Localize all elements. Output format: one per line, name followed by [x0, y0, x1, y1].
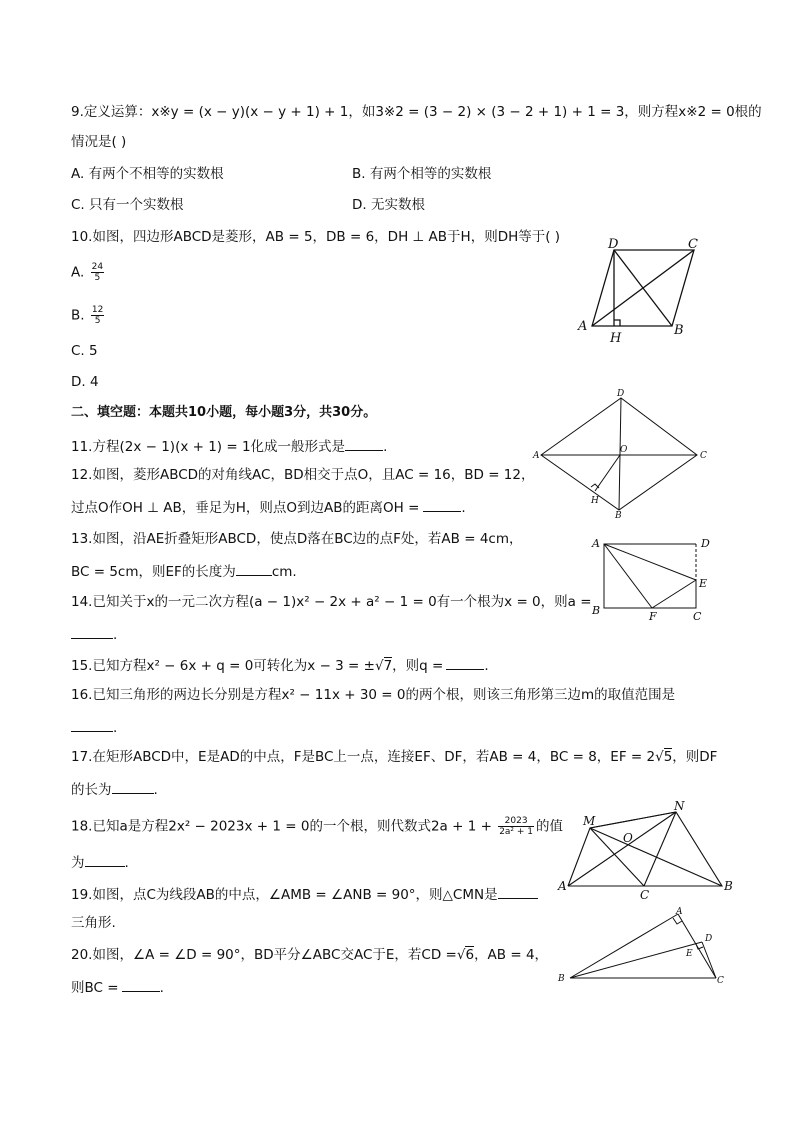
fig-label: H [610, 331, 622, 346]
q10-option-d: D. 4 [71, 374, 99, 390]
fig-label: A [592, 537, 600, 550]
q18-end: . [124, 855, 129, 871]
sqrt-radicand: 7 [383, 658, 393, 674]
q15-text1: 15.已知方程x² − 6x + q = 0可转化为x − 3 = ± [71, 658, 375, 674]
fig-label: E [699, 577, 708, 590]
q16-line1: 16.已知三角形的两边长分别是方程x² − 11x + 30 = 0的两个根，则该三角形第三边m的取值范围是 [71, 687, 676, 703]
answer-blank [423, 497, 461, 512]
q13-line1: 13.如图，沿AE折叠矩形ABCD，使点D落在BC边的点F处，若AB = 4cm， [71, 531, 523, 547]
q10-option-a-fraction [91, 262, 104, 283]
fig-label: B [615, 511, 622, 521]
q12-end: . [461, 500, 466, 516]
fig-label: F [649, 610, 657, 623]
q19-line2: 三角形. [71, 915, 116, 931]
q9-option-b: B. 有两个相等的实数根 [352, 166, 492, 182]
sqrt-sign: √ [374, 658, 384, 674]
section-heading: 二、填空题：本题共10小题，每小题3分，共30分。 [71, 405, 377, 420]
q18-line2-text: 为 [71, 855, 85, 871]
fig-label: C [693, 610, 702, 623]
q18-line1b: 的值 [536, 818, 564, 835]
q10-option-b [71, 305, 106, 326]
q10-stem: 10.如图，四边形ABCD是菱形，AB = 5，DB = 6，DH ⊥ AB于H，则DH等于( ) [71, 229, 561, 245]
q11-text: 11.方程(2x − 1)(x + 1) = 1化成一般形式是 [71, 439, 346, 455]
q18-line2 [71, 852, 129, 872]
q10-option-a [71, 262, 106, 283]
q16-line2 [71, 717, 117, 737]
q15-text2: ，则q = [392, 658, 444, 674]
q13-line2 [71, 561, 297, 581]
fig-label: D [701, 537, 710, 550]
answer-blank [122, 977, 160, 992]
sqrt-radicand: 5 [663, 749, 673, 765]
q11-end: . [383, 439, 388, 455]
fig-label: A [533, 451, 540, 461]
q12-line2 [71, 497, 466, 517]
q20-line2-text: 则BC = [71, 980, 119, 996]
q15 [71, 655, 489, 675]
fig-label: O [620, 445, 628, 455]
q11 [71, 436, 387, 456]
q17-line2-text: 的长为 [71, 782, 112, 798]
q20-line1 [71, 946, 548, 964]
answer-blank [85, 852, 125, 867]
q9-line2: 情况是( ) [71, 134, 127, 150]
fig-label: H [591, 496, 599, 506]
q12-rhombus-figure [533, 390, 713, 520]
fig-label: A [676, 907, 683, 917]
fraction-denominator: 5 [94, 273, 101, 283]
sqrt-sign: √ [456, 947, 466, 963]
sqrt-radicand: 6 [465, 947, 475, 963]
fig-label: C [688, 237, 698, 252]
q20-triangle-figure [558, 906, 728, 986]
q10-option-a-prefix: A. [71, 264, 85, 281]
q9-option-d: D. 无实数根 [352, 197, 425, 213]
q19-triangle-figure [556, 799, 736, 904]
fraction-numerator: 24 [91, 262, 104, 272]
q20-line1a: 20.如图，∠A = ∠D = 90°，BD平分∠ABC交AC于E，若CD = [71, 947, 457, 963]
fig-label: B [558, 974, 565, 984]
q14-line1: 14.已知关于x的一元二次方程(a − 1)x² − 2x + a² − 1 = 0有一个根为x = 0，则a = [71, 594, 592, 610]
q18-fraction [498, 816, 534, 837]
fig-label: A [578, 319, 588, 334]
answer-blank [446, 655, 484, 670]
fig-label: M [583, 814, 596, 828]
fig-label: B [724, 879, 733, 893]
fig-label: E [686, 949, 693, 959]
fig-label: N [674, 799, 685, 813]
q19-line1-text: 19.如图，点C为线段AB的中点，∠AMB = ∠ANB = 90°，则△CMN是 [71, 887, 498, 903]
q20-line2 [71, 977, 164, 997]
q14-end: . [113, 627, 118, 643]
fig-label: C [700, 451, 707, 461]
fig-label: C [717, 976, 724, 986]
answer-blank [71, 624, 113, 639]
answer-blank [112, 779, 154, 794]
fig-label: B [674, 323, 684, 338]
q10-option-c: C. 5 [71, 343, 98, 359]
fraction-numerator: 12 [91, 305, 104, 315]
sqrt-sign: √ [655, 749, 664, 765]
q17-line1a: 17.在矩形ABCD中，E是AD的中点，F是BC上一点，连接EF、DF，若AB = 4，BC = 8，EF = 2 [71, 749, 656, 765]
q10-option-b-fraction [91, 305, 104, 326]
q10-rhombus-figure [570, 236, 710, 346]
q12-line2-text: 过点O作OH ⊥ AB，垂足为H，则点O到边AB的距离OH = [71, 500, 420, 516]
fraction-numerator: 2023 [498, 816, 534, 827]
fig-label: A [558, 879, 567, 893]
q17-line2 [71, 779, 158, 799]
answer-blank [71, 717, 113, 732]
q18-line1 [71, 816, 563, 837]
q12-line1: 12.如图，菱形ABCD的对角线AC，BD相交于点O，且AC = 16，BD = 12， [71, 467, 535, 483]
fig-label: D [705, 934, 713, 944]
q19-line1 [71, 884, 538, 904]
q10-option-b-prefix: B. [71, 307, 85, 324]
fig-label: C [640, 888, 650, 902]
q13-line2b: cm. [271, 564, 297, 580]
q18-line1a: 18.已知a是方程2x² − 2023x + 1 = 0的一个根，则代数式2a + 1 + [71, 818, 492, 835]
q17-line1 [71, 748, 717, 766]
q16-end: . [113, 720, 118, 736]
q20-line1b: ，AB = 4， [474, 947, 549, 963]
q20-end: . [159, 980, 164, 996]
q9-option-c: C. 只有一个实数根 [71, 197, 184, 213]
fig-label: D [617, 389, 625, 399]
q9-line1: 9.定义运算：x※y = (x − y)(x − y + 1) + 1，如3※2 = (3 − 2) × (3 − 2 + 1) + 1 = 3，则方程x※2 = 0根的 [71, 104, 762, 120]
q17-line1b: ，则DF [672, 749, 718, 765]
fig-label: D [608, 237, 619, 252]
answer-blank [236, 561, 272, 576]
answer-blank [345, 436, 383, 451]
q15-end: . [484, 658, 489, 674]
q14-line2 [71, 624, 117, 644]
q9-option-a: A. 有两个不相等的实数根 [71, 166, 224, 182]
fraction-denominator: 2a² + 1 [499, 827, 534, 837]
q13-fold-figure [588, 534, 718, 626]
fraction-denominator: 5 [94, 316, 101, 326]
q13-line2a: BC = 5cm，则EF的长度为 [71, 564, 236, 580]
fig-label: O [623, 831, 633, 845]
answer-blank [498, 884, 538, 899]
q17-end: . [153, 782, 158, 798]
fig-label: B [592, 604, 601, 617]
